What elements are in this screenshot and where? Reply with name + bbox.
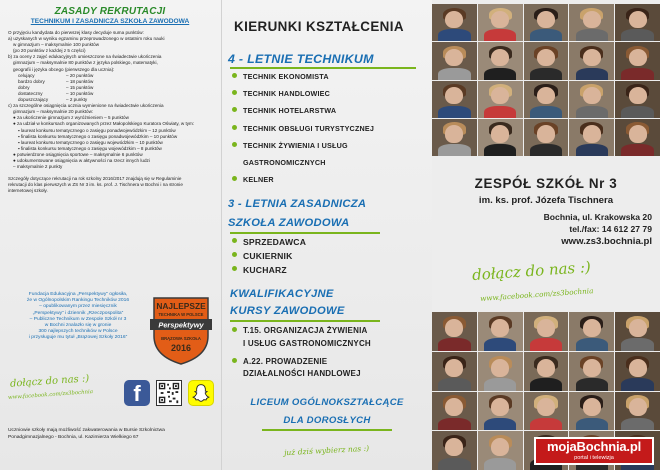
student-photo: [569, 4, 614, 41]
student-photo: [432, 4, 477, 41]
rule-line: gimnazjum – maksymalnie 80 punktów z języka polskiego, matematyki,: [13, 60, 158, 66]
list-item-label: I USŁUG GASTRONOMICZNYCH: [243, 339, 371, 348]
rule-line: gimnazjum – maksymalnie 20 punktów:: [13, 109, 94, 115]
zasadnicza-list: [232, 237, 432, 281]
technikum-title: 4 - LETNIE TECHNIKUM: [228, 52, 374, 66]
rule-line: ▪ finalista konkursu tematycznego o zasięgu wojewódzkim – 8 punktów: [18, 145, 162, 151]
fields-of-study-heading: KIERUNKI KSZTAŁCENIA: [234, 19, 404, 34]
list-item-label: T.15. ORGANIZACJA ŻYWIENIA: [243, 326, 368, 335]
student-photo: [478, 4, 523, 41]
facebook-link[interactable]: www.facebook.com/zs3bochnia: [7, 389, 94, 401]
student-photo: [478, 352, 523, 391]
join-us-text-large: dołącz do nas :): [471, 257, 592, 285]
logo-subtitle: portal i telewizja: [574, 455, 614, 461]
bullet-icon: [232, 358, 237, 363]
student-photo: [432, 392, 477, 431]
liceum-underline: [262, 429, 392, 431]
student-photo: [478, 81, 523, 118]
technikum-underline: [230, 67, 416, 69]
middle-panel: [222, 0, 432, 470]
list-item-label: A.22. PROWADZENIE: [243, 357, 328, 366]
student-photo: [432, 81, 477, 118]
student-photo: [432, 352, 477, 391]
zasadnicza-title-line1: 3 - LETNIA ZASADNICZA: [228, 198, 367, 210]
award-text: [8, 292, 148, 342]
badge-line3: BRĄZOWA SZKOŁA: [161, 336, 201, 341]
bullet-icon: [232, 107, 237, 112]
student-photo: [569, 312, 614, 351]
list-item-label: SPRZEDAWCA: [243, 237, 307, 247]
award-line: że w Ogólnopolskim Rankingu Techników 2016: [26, 298, 130, 304]
student-photo: [615, 4, 660, 41]
student-photo: [615, 42, 660, 79]
technikum-list: [232, 72, 432, 192]
recruitment-title: ZASADY REKRUTACJI: [54, 6, 166, 17]
grade-points: – 10 punktów: [66, 90, 94, 96]
award-line: w Bochni znalazło się w gronie: [44, 323, 112, 329]
student-photo: [615, 312, 660, 351]
kursy-title-line2: KURSY ZAWODOWE: [230, 305, 345, 317]
recruitment-subtitle: TECHNIKUM I ZASADNICZA SZKOŁA ZAWODOWA: [30, 18, 190, 25]
school-phone: tel./fax: 14 612 27 79: [569, 224, 652, 234]
student-photo: [569, 392, 614, 431]
student-photo: [524, 119, 569, 156]
rule-line: c) za szczególne osiągnięcia ucznia wymienione na świadectwie ukończenia: [8, 103, 164, 109]
bullet-icon: [232, 252, 237, 257]
rule-line: ● potwierdzone osiągnięcia sportowe – maksymalnie 6 punktów: [13, 151, 143, 157]
student-photo: [478, 119, 523, 156]
award-line: – Publiczne Technikum w Zespole Szkół nr 3: [29, 316, 127, 322]
bullet-icon: [232, 266, 237, 271]
rule-line: w gimnazjum – maksymalnie 100 punktów: [13, 42, 100, 48]
zasadnicza-underline: [230, 232, 380, 234]
student-photo: [615, 81, 660, 118]
social-section: [8, 372, 214, 418]
rule-line: geografii i języka obcego (pierwszego dla ucznia):: [13, 66, 115, 72]
list-item-label: TECHNIK EKONOMISTA: [243, 72, 329, 81]
badge-year: 2016: [170, 343, 192, 353]
rule-line: ● udokumentowane osiągnięcia w aktywności na rzecz innych ludzi: [13, 157, 150, 163]
logo-title: mojaBochnia.pl: [547, 439, 641, 454]
list-item-label: KUCHARZ: [243, 265, 287, 275]
student-photo: [569, 81, 614, 118]
list-item-label: GASTRONOMICZNYCH: [243, 158, 326, 167]
rule-line: ● za ukończenie gimnazjum z wyróżnieniem – 5 punktów: [13, 115, 129, 121]
grade-points: – 18 punktów: [66, 78, 94, 84]
rule-line: ▪ finalista konkursu tematycznego o zasięgu ponadwojewódzkim – 10 punktów: [18, 133, 178, 139]
tagline: już dziś wybierz nas :): [283, 443, 370, 458]
award-line: „Perspektywy” i dziennik „Rzeczpospolita”: [32, 310, 124, 316]
student-photo: [432, 312, 477, 351]
dormitory-note: [8, 428, 214, 441]
student-photo: [478, 431, 523, 470]
grade-points: – 15 punktów: [66, 84, 94, 90]
award-line: 300 najlepszych techników w Polsce: [38, 329, 118, 335]
dormitory-line: Ponadgimnazjalnego - Bochnia, ul. Kazimierza Wielkiego 67: [8, 434, 139, 440]
student-photo: [432, 431, 477, 470]
student-photo: [615, 392, 660, 431]
grade-label: bardzo dobry: [18, 78, 45, 84]
school-website[interactable]: www.zs3.bochnia.pl: [561, 236, 652, 247]
student-photo: [478, 312, 523, 351]
list-item-label: TECHNIK HANDLOWIEC: [243, 89, 331, 99]
footnote-line: rekrutacji do klas pierwszych w ZS Nr 3 im. ks. prof. J. Tischnera w Bochni i na stronie: [8, 182, 183, 188]
rule-line: a) uzyskanych w wyniku egzaminu przeprowadzonego w ostatnim roku nauki: [8, 36, 165, 42]
snapchat-icon[interactable]: [188, 380, 214, 406]
student-photo: [524, 392, 569, 431]
dormitory-line: Uczniowie szkoły mają możliwość zakwaterowania w Bursie Szkolnictwa: [8, 428, 165, 433]
grade-label: dostateczny: [18, 90, 43, 96]
list-item-label: TECHNIK OBSŁUGI TURYSTYCZNEJ: [243, 123, 375, 133]
liceum-title-line2: DLA DOROSŁYCH: [283, 415, 371, 426]
school-name: ZESPÓŁ SZKÓŁ Nr 3: [474, 176, 618, 191]
student-photo: [569, 42, 614, 79]
student-photos-top: [432, 4, 660, 156]
school-address: Bochnia, ul. Krakowska 20: [543, 212, 652, 222]
student-photo: [478, 392, 523, 431]
list-item-label: DZIAŁALNOŚCI HANDLOWEJ: [243, 369, 361, 378]
student-photo: [524, 42, 569, 79]
student-photo: [524, 4, 569, 41]
student-photo: [432, 42, 477, 79]
bullet-icon: [232, 125, 237, 130]
student-photo: [569, 352, 614, 391]
best-technikum-badge: [150, 292, 212, 366]
list-item-label: KELNER: [243, 175, 274, 185]
bullet-icon: [232, 73, 237, 78]
rule-line: b) za oceny z zajęć edukacyjnych umieszczone na świadectwie ukończenia: [8, 54, 162, 60]
bullet-icon: [232, 238, 237, 243]
student-photo: [569, 119, 614, 156]
student-photo: [615, 119, 660, 156]
rule-line: (po 20 punktów z każdej z 5 części): [13, 48, 86, 54]
zasadnicza-title-line2: SZKOŁA ZAWODOWA: [228, 217, 350, 229]
bullet-icon: [232, 176, 237, 181]
grade-points-table: [8, 73, 212, 103]
award-section: [8, 292, 214, 374]
rule-line: ● za udział w konkursach organizowanych przez Małopolskiego Kuratora Oświaty, w tym:: [13, 121, 195, 127]
student-photo: [615, 352, 660, 391]
liceum-title-line1: LICEUM OGÓLNOKSZTAŁCĄCE: [250, 397, 404, 408]
list-item-label: TECHNIK HOTELARSTWA: [243, 106, 337, 116]
footnote-line: internetowej szkoły.: [8, 188, 48, 194]
list-item-label: CUKIERNIK: [243, 251, 293, 261]
grade-label: dobry: [18, 84, 30, 90]
rule-line: ▪ laureat konkursu tematycznego o zasięgu ponadwojewódzkim – 12 punktów: [18, 127, 176, 133]
bullet-icon: [232, 327, 237, 332]
award-line: – opublikowanym przez miesięcznik: [39, 304, 117, 310]
badge-ribbon: Perspektywy: [158, 320, 204, 330]
badge-line1: NAJLEPSZE: [156, 301, 206, 311]
rule-line: O przyjęciu kandydata do pierwszej klasy decyduje suma punktów:: [8, 30, 144, 35]
student-photo: [478, 42, 523, 79]
student-photo: [524, 352, 569, 391]
bullet-icon: [232, 142, 237, 147]
mojabochnia-logo[interactable]: [534, 437, 654, 465]
kursy-list: [232, 326, 432, 390]
award-line: Fundacja Edukacyjna „Perspektywy” ogłosiła,: [28, 292, 128, 297]
kursy-title-line1: KWALIFIKACYJNE: [230, 288, 334, 300]
school-patron: im. ks. prof. Józefa Tischnera: [478, 195, 614, 206]
list-item-label: TECHNIK ŻYWIENIA I USŁUG: [243, 140, 348, 150]
recruitment-footnote: [8, 176, 212, 194]
grade-label: celujący: [18, 72, 35, 78]
recruitment-rules: [8, 30, 212, 194]
join-us-text: dołącz do nas :): [9, 373, 90, 390]
bullet-icon: [232, 90, 237, 95]
grade-label: dopuszczający: [18, 97, 49, 103]
kursy-underline: [230, 320, 380, 322]
badge-line2: TECHNIKA W POLSCE: [158, 312, 204, 317]
grade-points: – 20 punktów: [66, 72, 94, 78]
award-line: i przysługuje mu tytuł „Brązowej Szkoły 2016”: [28, 335, 128, 341]
facebook-icon[interactable]: f: [124, 380, 150, 406]
student-photo: [524, 312, 569, 351]
facebook-link-large[interactable]: www.facebook.com/zs3bochnia: [479, 286, 594, 303]
qr-code-icon[interactable]: [156, 380, 182, 406]
student-photo: [524, 81, 569, 118]
student-photo: [432, 119, 477, 156]
rule-line: – maksymalnie 2 punkty: [13, 164, 63, 170]
grade-points: – 2 punkty: [66, 97, 88, 103]
footnote-line: Szczegóły dotyczące rekrutacji na rok szkolny 2016/2017 znajdują się w Regulaminie: [8, 176, 182, 182]
right-panel: [432, 0, 660, 470]
rule-line: ▪ laureat konkursu tematycznego o zasięgu wojewódzkim – 10 punktów: [18, 139, 163, 145]
